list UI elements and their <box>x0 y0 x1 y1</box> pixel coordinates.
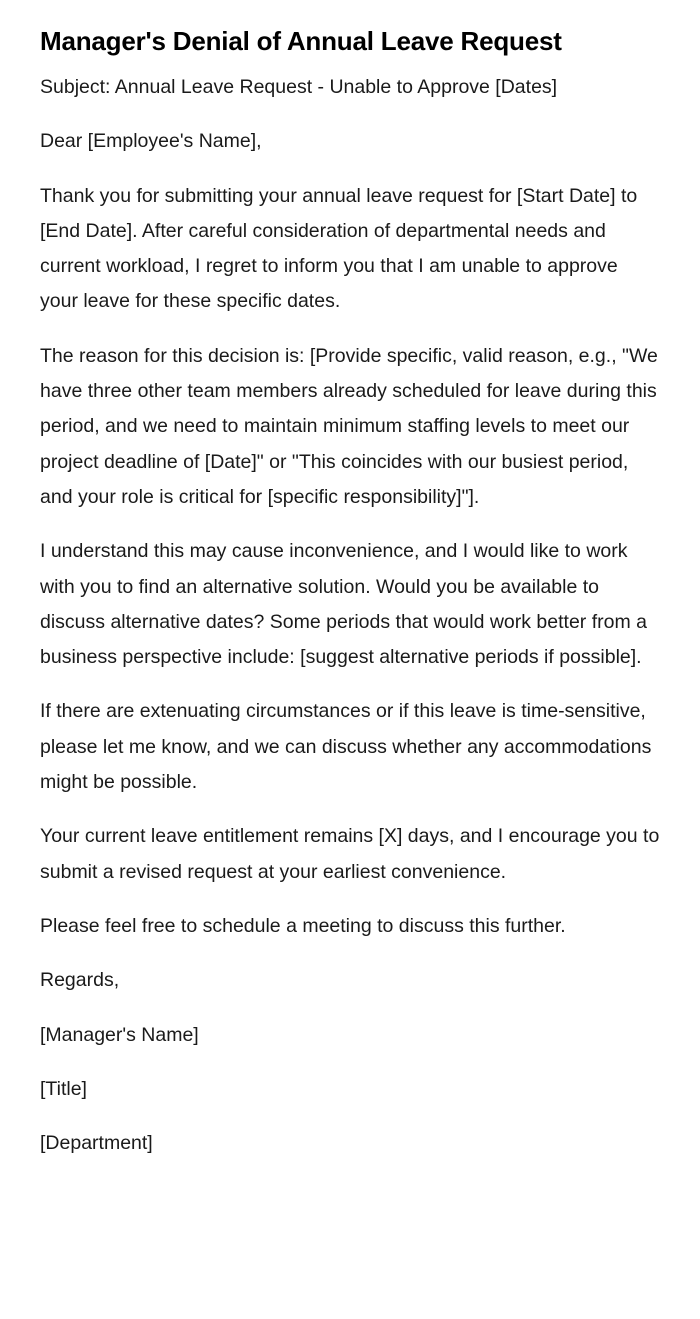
salutation: Dear [Employee's Name], <box>40 130 262 153</box>
body-paragraph-reason: The reason for this decision is: [Provide specific, valid reason, e.g., "We have three other team members already scheduled for leave during this period, and we need to maintain minimum staffing levels to meet our project deadline of [Date]" or "This coincides with our busiest period, and your role is critical for [specific responsibility]"]. <box>40 344 658 508</box>
body-paragraph-intro: Thank you for submitting your annual leave request for [Start Date] to [End Date]. After careful consideration of departmental needs and current workload, I regret to inform you that I am unable to approve your leave for these specific dates. <box>40 184 638 313</box>
body-paragraph-meeting: Please feel free to schedule a meeting to discuss this further. <box>40 914 566 937</box>
subject-line: Subject: Annual Leave Request - Unable to Approve [Dates] <box>40 76 558 98</box>
body-paragraph-circumstances: If there are extenuating circumstances or if this leave is time-sensitive, please let me know, and we can discuss whether any accommodations might be possible. <box>40 700 652 794</box>
closing: Regards, <box>40 969 120 992</box>
signature-title: [Title] <box>40 1077 87 1100</box>
body-paragraph-entitlement: Your current leave entitlement remains [X] days, and I encourage you to submit a revised request at your earliest convenience. <box>40 825 660 883</box>
signature-department: [Department] <box>40 1132 153 1155</box>
document-title: Manager's Denial of Annual Leave Request <box>40 26 562 56</box>
signature-name: [Manager's Name] <box>40 1023 199 1046</box>
body-paragraph-alternatives: I understand this may cause inconvenience, and I would like to work with you to find an alternative solution. Would you be available to discuss alternative dates? Some periods that would work better from a business perspective include: [suggest alternative periods if possible]. <box>40 540 647 669</box>
